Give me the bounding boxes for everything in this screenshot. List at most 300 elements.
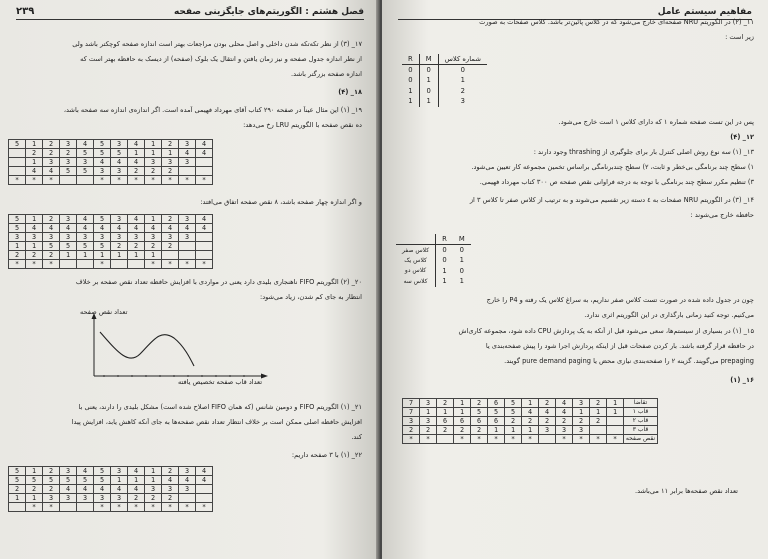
table-cell: * bbox=[196, 260, 213, 269]
table-cell: 3 bbox=[43, 233, 60, 242]
table-cell: * bbox=[43, 176, 60, 185]
nru-class-table bbox=[402, 54, 487, 107]
table-cell: 1 bbox=[590, 408, 607, 417]
left-page-number: ۲۳۹ bbox=[16, 6, 35, 17]
table-row bbox=[9, 167, 213, 176]
row-label: قاب ۱ bbox=[624, 408, 658, 417]
page-demand-table bbox=[402, 398, 658, 444]
page-fault-count: تعداد نقص صفحه‌ها برابر ۱۱ می‌باشد. bbox=[634, 487, 738, 495]
table-cell: 2 bbox=[128, 167, 145, 176]
table-cell: 3 bbox=[420, 399, 437, 408]
table-cell: * bbox=[94, 503, 111, 512]
table-cell: 5 bbox=[94, 149, 111, 158]
table-cell: 5 bbox=[77, 167, 94, 176]
table-cell: * bbox=[26, 176, 43, 185]
table-cell: 3 bbox=[60, 494, 77, 503]
table-cell: * bbox=[179, 176, 196, 185]
row-label: تقاضا bbox=[624, 399, 658, 408]
answer-11-line2: زیر است : bbox=[725, 33, 754, 41]
table-cell: 4 bbox=[77, 140, 94, 149]
table-cell: * bbox=[9, 176, 26, 185]
table-cell: 4 bbox=[26, 167, 43, 176]
table-cell: 2 bbox=[9, 251, 26, 260]
table-cell: 5 bbox=[77, 149, 94, 158]
table-cell: 2 bbox=[128, 242, 145, 251]
table-cell: * bbox=[607, 435, 624, 444]
table-row bbox=[9, 476, 213, 485]
table-cell: 1 bbox=[128, 251, 145, 260]
table-cell: 2 bbox=[60, 149, 77, 158]
table-cell: 4 bbox=[77, 215, 94, 224]
nru-cell: 3 bbox=[460, 97, 465, 106]
table-row bbox=[9, 158, 213, 167]
table-cell: 7 bbox=[403, 399, 420, 408]
table-cell bbox=[196, 167, 213, 176]
class-m: 1 bbox=[459, 256, 464, 265]
table-cell: 6 bbox=[454, 417, 471, 426]
table-cell: 2 bbox=[9, 485, 26, 494]
table-row bbox=[403, 417, 658, 426]
answer-12: ۱۲_ (۴) bbox=[730, 133, 754, 141]
graph-curve bbox=[100, 332, 194, 366]
table-cell: 1 bbox=[77, 251, 94, 260]
table-cell: 3 bbox=[111, 140, 128, 149]
table-cell: 4 bbox=[179, 149, 196, 158]
table-cell bbox=[162, 251, 179, 260]
table-cell: * bbox=[43, 503, 60, 512]
table-cell bbox=[196, 233, 213, 242]
table-cell: 2 bbox=[26, 485, 43, 494]
left-page bbox=[0, 0, 380, 559]
table-row bbox=[9, 176, 213, 185]
table-cell: 3 bbox=[111, 215, 128, 224]
table-cell: 1 bbox=[94, 251, 111, 260]
table-cell: 2 bbox=[162, 467, 179, 476]
table-cell: 3 bbox=[43, 158, 60, 167]
table-cell: 5 bbox=[94, 467, 111, 476]
table-cell: * bbox=[145, 503, 162, 512]
answer-16: ۱۶_ (۱) bbox=[730, 376, 754, 384]
table-cell: 5 bbox=[77, 476, 94, 485]
class-m: 0 bbox=[459, 266, 464, 275]
class-r: 0 bbox=[442, 256, 447, 265]
class-label: کلاس صفر bbox=[396, 245, 436, 256]
table-cell: 6 bbox=[471, 417, 488, 426]
table-cell: 1 bbox=[420, 408, 437, 417]
answer-18: ۱۸_ (۴) bbox=[338, 88, 362, 96]
table-cell: * bbox=[573, 435, 590, 444]
table-cell: 1 bbox=[607, 399, 624, 408]
table-cell: * bbox=[145, 176, 162, 185]
table-cell: 3 bbox=[60, 233, 77, 242]
table-cell: 1 bbox=[573, 408, 590, 417]
table-cell: 4 bbox=[196, 215, 213, 224]
table-cell: 1 bbox=[9, 242, 26, 251]
table-cell: 5 bbox=[505, 408, 522, 417]
nru-cell: 1 bbox=[419, 75, 438, 86]
table-cell: 5 bbox=[60, 476, 77, 485]
table-cell: 5 bbox=[60, 167, 77, 176]
table-cell bbox=[196, 158, 213, 167]
table-cell: 2 bbox=[111, 242, 128, 251]
table-row bbox=[9, 503, 213, 512]
table-cell: * bbox=[403, 435, 420, 444]
right-page bbox=[382, 0, 768, 559]
table-cell bbox=[179, 242, 196, 251]
nru-header-class: شماره کلاس bbox=[438, 54, 487, 65]
table-cell: 5 bbox=[9, 215, 26, 224]
class-label: کلاس دو bbox=[396, 266, 436, 277]
table-cell: 3 bbox=[179, 158, 196, 167]
answer-11-line1: ۱۱_ (۲) در الگوریتم NRU صفحه‌ای خارج می‌شود که در کلاس پائین‌تر باشد. کلاس صفحات به صورت bbox=[479, 18, 754, 26]
table-cell: 4 bbox=[196, 149, 213, 158]
table-row bbox=[403, 435, 658, 444]
left-page-header bbox=[16, 6, 364, 20]
table-cell: 2 bbox=[145, 242, 162, 251]
table-cell: 5 bbox=[94, 476, 111, 485]
table-cell: 4 bbox=[196, 224, 213, 233]
table-cell: 3 bbox=[162, 485, 179, 494]
table-cell: 2 bbox=[145, 494, 162, 503]
table-row bbox=[9, 215, 213, 224]
table-cell bbox=[179, 494, 196, 503]
table-cell: * bbox=[128, 503, 145, 512]
table-cell bbox=[111, 260, 128, 269]
table-cell: * bbox=[43, 260, 60, 269]
table-cell: 3 bbox=[162, 233, 179, 242]
table-row bbox=[9, 224, 213, 233]
table-cell: 2 bbox=[522, 417, 539, 426]
table-cell bbox=[196, 494, 213, 503]
table-cell: 4 bbox=[94, 485, 111, 494]
table-cell: 4 bbox=[162, 224, 179, 233]
table-cell: 1 bbox=[145, 149, 162, 158]
table-cell: * bbox=[128, 176, 145, 185]
table-cell: 1 bbox=[162, 149, 179, 158]
table-cell: * bbox=[522, 435, 539, 444]
answer-15-line1: ۱۵_ (۱) در بسیاری از سیستم‌ها، سعی می‌شود قبل از آنکه به یک پردازش CPU داده شود، مجموعه کاری‌اش bbox=[458, 327, 754, 335]
table-cell: 6 bbox=[437, 417, 454, 426]
table-cell: 4 bbox=[77, 467, 94, 476]
table-cell bbox=[9, 158, 26, 167]
row-label: نقص صفحه bbox=[624, 435, 658, 444]
table-cell: 4 bbox=[556, 399, 573, 408]
table-cell: 2 bbox=[590, 417, 607, 426]
right-header-title: مفاهیم سیستم عامل bbox=[657, 7, 752, 17]
table-cell: 4 bbox=[162, 476, 179, 485]
answer-20-line1: ۲۰_ (۲) الگوریتم FIFO ناهنجاری بلیدی دارد یعنی در مواردی با افزایش حافظه تعداد نقص صفحه بر خلاف bbox=[75, 278, 362, 286]
table-cell: 1 bbox=[26, 158, 43, 167]
table-cell: 4 bbox=[539, 408, 556, 417]
fifo-3-frames-table bbox=[8, 466, 213, 512]
table-cell: 3 bbox=[94, 167, 111, 176]
table-cell bbox=[196, 242, 213, 251]
table-cell: 4 bbox=[94, 224, 111, 233]
nru-cell: 0 bbox=[402, 65, 419, 76]
table-cell: 2 bbox=[505, 417, 522, 426]
table-cell: 2 bbox=[539, 417, 556, 426]
table-cell: 5 bbox=[60, 242, 77, 251]
class-r: 1 bbox=[442, 266, 447, 275]
table-cell: 5 bbox=[43, 242, 60, 251]
graph-x-label: تعداد قاب صفحه تخصیص یافته bbox=[177, 378, 263, 386]
answer-13-line3: ۳) تنظیم مکرر سطح چند برنامگی با توجه به درجه فراوانی نقص صفحه ص ۳۰۰ کتاب مهرداد فهیمی. bbox=[479, 178, 754, 186]
table-cell: 3 bbox=[179, 233, 196, 242]
table-cell: 2 bbox=[454, 426, 471, 435]
table-cell: 1 bbox=[145, 140, 162, 149]
nru-cell: 0 bbox=[419, 86, 438, 97]
table-cell: 4 bbox=[128, 467, 145, 476]
table-cell: 1 bbox=[522, 399, 539, 408]
table-cell: 5 bbox=[94, 242, 111, 251]
answer-14-line1: ۱۴_ (۳) در الگوریتم NRU صفحات به ٤ دسته زیر تقسیم می‌شوند و به ترتیب از کلاس صفر تا کلاس ۳ از bbox=[469, 196, 754, 204]
nru-header-m: M bbox=[419, 54, 438, 65]
table-cell: 2 bbox=[128, 494, 145, 503]
class-m: 1 bbox=[459, 277, 464, 286]
table-cell: 2 bbox=[162, 215, 179, 224]
table-cell: 2 bbox=[26, 251, 43, 260]
table-cell: 3 bbox=[60, 158, 77, 167]
table-cell: 3 bbox=[179, 215, 196, 224]
table-cell: 4 bbox=[179, 476, 196, 485]
table-cell: 6 bbox=[488, 417, 505, 426]
table-cell bbox=[77, 260, 94, 269]
class-m: 0 bbox=[459, 246, 464, 254]
answer-14-line4: می‌کنیم. توجه کنید زمانی بارگذاری در این الگوریتم اثری ندارد. bbox=[584, 311, 754, 319]
table-cell: 3 bbox=[420, 417, 437, 426]
table-cell: 1 bbox=[505, 426, 522, 435]
table-cell: 5 bbox=[471, 408, 488, 417]
table-cell: 3 bbox=[111, 494, 128, 503]
nru-cell: 1 bbox=[460, 76, 465, 85]
table-cell bbox=[9, 167, 26, 176]
table-cell: 4 bbox=[111, 224, 128, 233]
answer-13-line2: ۱) سطح چند برنامگی بی‌خطر و ثابت، ۲) سطح چندبرنامگی براساس تخمین مجموعه کار تعیین می‌شود. bbox=[471, 163, 754, 171]
answer-21-line3: کند. bbox=[351, 433, 362, 441]
table-cell bbox=[77, 176, 94, 185]
table-cell: * bbox=[179, 503, 196, 512]
table-cell: 5 bbox=[488, 408, 505, 417]
table-cell: 4 bbox=[128, 215, 145, 224]
table-cell: * bbox=[162, 260, 179, 269]
table-cell: 5 bbox=[111, 149, 128, 158]
table-cell: 4 bbox=[26, 224, 43, 233]
table-cell: 5 bbox=[94, 140, 111, 149]
table-cell: * bbox=[145, 260, 162, 269]
nru-classes-rm-table bbox=[396, 234, 471, 287]
table-cell: * bbox=[454, 435, 471, 444]
table-cell: 4 bbox=[128, 485, 145, 494]
table-cell: 1 bbox=[454, 399, 471, 408]
table-cell: 5 bbox=[9, 224, 26, 233]
table-row bbox=[9, 467, 213, 476]
answer-19-line2: ده نقص صفحه با الگوریتم LRU رخ می‌دهد: bbox=[243, 121, 362, 129]
table-row bbox=[9, 485, 213, 494]
table-row bbox=[9, 149, 213, 158]
table-cell bbox=[437, 435, 454, 444]
table-cell: 4 bbox=[179, 224, 196, 233]
table-cell bbox=[590, 426, 607, 435]
table-cell: 5 bbox=[43, 476, 60, 485]
nru-cell: 2 bbox=[460, 86, 465, 95]
table-cell: 3 bbox=[77, 158, 94, 167]
answer-17-line1: ۱۷_ (۳) از نظر تکه‌تکه شدن داخلی و اصل محلی بودن مراجعات بهتر است اندازه صفحه کوچکتر باشد ولی bbox=[72, 40, 362, 48]
answer-22: ۲۲_ (۱) با ۳ صفحه داریم: bbox=[291, 451, 362, 459]
table-cell: 2 bbox=[43, 149, 60, 158]
table-cell bbox=[9, 503, 26, 512]
table-cell: 3 bbox=[77, 494, 94, 503]
table-row bbox=[9, 251, 213, 260]
table-cell: 6 bbox=[488, 399, 505, 408]
table-cell: 2 bbox=[471, 399, 488, 408]
class-header-r: R bbox=[436, 234, 453, 245]
table-cell: 4 bbox=[145, 224, 162, 233]
table-cell: * bbox=[162, 503, 179, 512]
table-cell: 3 bbox=[162, 158, 179, 167]
table-cell bbox=[128, 260, 145, 269]
table-cell: 4 bbox=[196, 140, 213, 149]
table-cell: 1 bbox=[9, 494, 26, 503]
table-cell: * bbox=[590, 435, 607, 444]
nru-cell: 0 bbox=[460, 66, 465, 74]
table-row bbox=[403, 399, 658, 408]
table-cell: 1 bbox=[111, 251, 128, 260]
table-cell: 1 bbox=[26, 242, 43, 251]
table-cell: * bbox=[111, 503, 128, 512]
row-label: قاب ۳ bbox=[624, 426, 658, 435]
table-cell: 1 bbox=[607, 408, 624, 417]
table-cell: 3 bbox=[26, 233, 43, 242]
table-cell bbox=[60, 176, 77, 185]
table-cell bbox=[607, 417, 624, 426]
answer-20-line2: انتظار به جای کم شدن، زیاد می‌شود: bbox=[259, 293, 362, 301]
table-cell: * bbox=[505, 435, 522, 444]
table-cell: 3 bbox=[145, 158, 162, 167]
table-cell: * bbox=[196, 176, 213, 185]
table-cell: * bbox=[162, 176, 179, 185]
graph-y-label: تعداد نقص صفحه bbox=[80, 308, 128, 316]
table-cell: 4 bbox=[196, 467, 213, 476]
table-cell: 1 bbox=[145, 215, 162, 224]
answer-15-line3: prepaging می‌گویند. گزینه ۲ را صفحه‌بندی نیازی محض یا pure demand paging گویند. bbox=[504, 357, 754, 365]
table-cell: 3 bbox=[539, 426, 556, 435]
lru-3-frames-table bbox=[8, 139, 213, 185]
table-cell: 3 bbox=[556, 426, 573, 435]
table-cell: 3 bbox=[9, 233, 26, 242]
class-header-m: M bbox=[453, 234, 471, 245]
table-cell: 3 bbox=[111, 233, 128, 242]
table-cell: 4 bbox=[60, 485, 77, 494]
nru-cell: 1 bbox=[402, 96, 419, 107]
answer-15-line2: در حافظه قرار گرفته باشد. بار کردن صفحات قبل از اینکه پردازش اجرا شود را پیش صفحه‌بندی یا bbox=[485, 342, 754, 350]
table-cell: 4 bbox=[77, 224, 94, 233]
table-cell bbox=[77, 503, 94, 512]
table-cell: 1 bbox=[60, 251, 77, 260]
table-cell bbox=[539, 435, 556, 444]
nru-header-r: R bbox=[402, 54, 419, 65]
table-cell: 3 bbox=[179, 467, 196, 476]
table-cell: 4 bbox=[111, 158, 128, 167]
table-cell: 3 bbox=[94, 494, 111, 503]
table-cell: 2 bbox=[162, 140, 179, 149]
class-label-header bbox=[396, 234, 436, 245]
table-cell: 1 bbox=[128, 149, 145, 158]
table-cell: 5 bbox=[26, 476, 43, 485]
table-cell: 5 bbox=[9, 140, 26, 149]
table-cell: * bbox=[94, 176, 111, 185]
table-cell: 1 bbox=[26, 140, 43, 149]
answer-14-line2: حافظه خارج می‌شوند : bbox=[690, 211, 754, 219]
answer-13-line1: ۱۳_ (۱) سه نوع روش اصلی کنترل بار برای جلوگیری از thrashing وجود دارند : bbox=[533, 148, 754, 156]
table-cell: 1 bbox=[26, 215, 43, 224]
table-cell: 2 bbox=[403, 426, 420, 435]
table-cell: 5 bbox=[94, 215, 111, 224]
table-cell: * bbox=[420, 435, 437, 444]
answer-17-line3: اندازه صفحه بزرگتر باشد. bbox=[291, 70, 362, 78]
table-cell: * bbox=[179, 260, 196, 269]
table-cell: 2 bbox=[162, 494, 179, 503]
table-cell: 1 bbox=[128, 476, 145, 485]
row-label: قاب ۲ bbox=[624, 417, 658, 426]
table-cell: 2 bbox=[539, 399, 556, 408]
table-cell: 4 bbox=[77, 485, 94, 494]
table-cell bbox=[179, 167, 196, 176]
table-cell bbox=[60, 260, 77, 269]
table-cell bbox=[196, 485, 213, 494]
table-cell: 5 bbox=[77, 242, 94, 251]
table-cell: 2 bbox=[437, 426, 454, 435]
nru-cell: 1 bbox=[419, 96, 438, 107]
class-r: 1 bbox=[442, 277, 447, 286]
table-cell: * bbox=[196, 503, 213, 512]
table-cell bbox=[196, 251, 213, 260]
table-cell: * bbox=[488, 435, 505, 444]
lru-4-frames-table bbox=[8, 214, 213, 269]
table-cell: 3 bbox=[111, 167, 128, 176]
answer-21-line1: ۲۱_ (۱) الگوریتم FIFO و دومین شانس (که همان FIFO اصلاح شده است) مشکل بلیدی را دارند، یعنی با bbox=[78, 403, 362, 411]
table-cell: * bbox=[556, 435, 573, 444]
class-label: کلاس سه bbox=[396, 276, 436, 287]
table-cell: 1 bbox=[454, 408, 471, 417]
table-cell: * bbox=[26, 260, 43, 269]
table-cell bbox=[9, 149, 26, 158]
table-cell: 2 bbox=[437, 399, 454, 408]
table-cell: 3 bbox=[60, 215, 77, 224]
table-cell: 3 bbox=[573, 426, 590, 435]
table-cell: 1 bbox=[145, 476, 162, 485]
table-cell: 2 bbox=[590, 399, 607, 408]
table-cell: 1 bbox=[26, 494, 43, 503]
table-cell: 3 bbox=[179, 485, 196, 494]
table-cell bbox=[179, 251, 196, 260]
table-cell: 2 bbox=[573, 417, 590, 426]
table-cell: 2 bbox=[471, 426, 488, 435]
table-row bbox=[9, 140, 213, 149]
nru-cell: 0 bbox=[419, 65, 438, 76]
table-cell: * bbox=[26, 503, 43, 512]
table-cell: 3 bbox=[145, 485, 162, 494]
table-cell: 4 bbox=[43, 224, 60, 233]
table-row bbox=[403, 426, 658, 435]
answer-21-line2: افزایش حافظه اصلی ممکن است بر خلاف انتظار تعداد نقص صفحه‌ها به جای آنکه کاهش یابد، افزایش پیدا bbox=[71, 418, 362, 426]
table-cell: 2 bbox=[43, 215, 60, 224]
table-cell: 3 bbox=[128, 233, 145, 242]
table-cell: 5 bbox=[9, 467, 26, 476]
table-cell: 4 bbox=[522, 408, 539, 417]
table-row bbox=[9, 494, 213, 503]
table-cell: 2 bbox=[162, 167, 179, 176]
table-cell: 4 bbox=[43, 167, 60, 176]
